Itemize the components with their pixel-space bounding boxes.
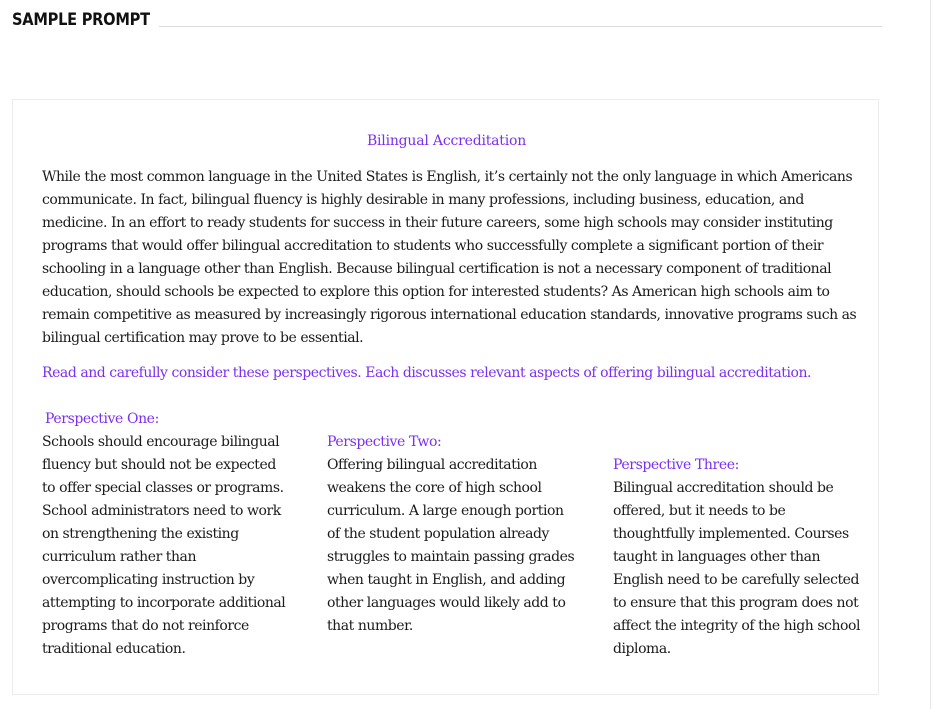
prompt-card [12, 99, 879, 695]
perspective-three [613, 454, 863, 661]
perspective-one [42, 408, 287, 661]
perspective-two [327, 431, 577, 638]
section-title: SAMPLE PROMPT [12, 10, 150, 30]
perspective-one-text: Schools should encourage bilingual fluency but should not be expected to offer special classes or programs. School administrators need to work on strengthening the existing curriculum rather than overcomplicating instruction by attempting to incorporate additional programs that do not reinforce traditional education. [42, 434, 286, 657]
prompt-instruction: Read and carefully consider these perspectives. Each discusses relevant aspects of offering bilingual accreditation. [42, 365, 812, 381]
perspective-three-label: Perspective Three: [613, 457, 739, 473]
prompt-body: While the most common language in the United States is English, it’s certainly not the only language in which Americans communicate. In fact, bilingual fluency is highly desirable in many professions, including business, education, and medicine. In an effort to ready students for success in their future careers, some high schools may consider instituting programs that would offer bilingual accreditation to students who successfully complete a significant portion of their schooling in a language other than English. Because bilingual certification is not a necessary component of traditional education, should schools be expected to explore this option for interested students? As American high schools aim to remain competitive as measured by increasingly rigorous international education standards, innovative programs such as bilingual certification may prove to be essential. [42, 169, 857, 346]
prompt-title: Bilingual Accreditation [366, 133, 527, 149]
perspective-two-label: Perspective Two: [327, 434, 442, 450]
section-header [12, 8, 882, 36]
perspective-one-label: Perspective One: [45, 411, 159, 427]
perspective-two-text: Offering bilingual accreditation weakens the core of high school curriculum. A large enough portion of the student population already struggles to maintain passing grades when taught in English, and adding other languages would likely add to that number. [327, 457, 575, 634]
perspective-three-text: Bilingual accreditation should be offered, but it needs to be thoughtfully implemented. Courses taught in languages other than English need to be carefully selected to ensure that this program does not affect the integrity of the high school diploma. [613, 480, 861, 657]
page-edge-divider [930, 0, 931, 709]
header-divider [159, 26, 882, 27]
